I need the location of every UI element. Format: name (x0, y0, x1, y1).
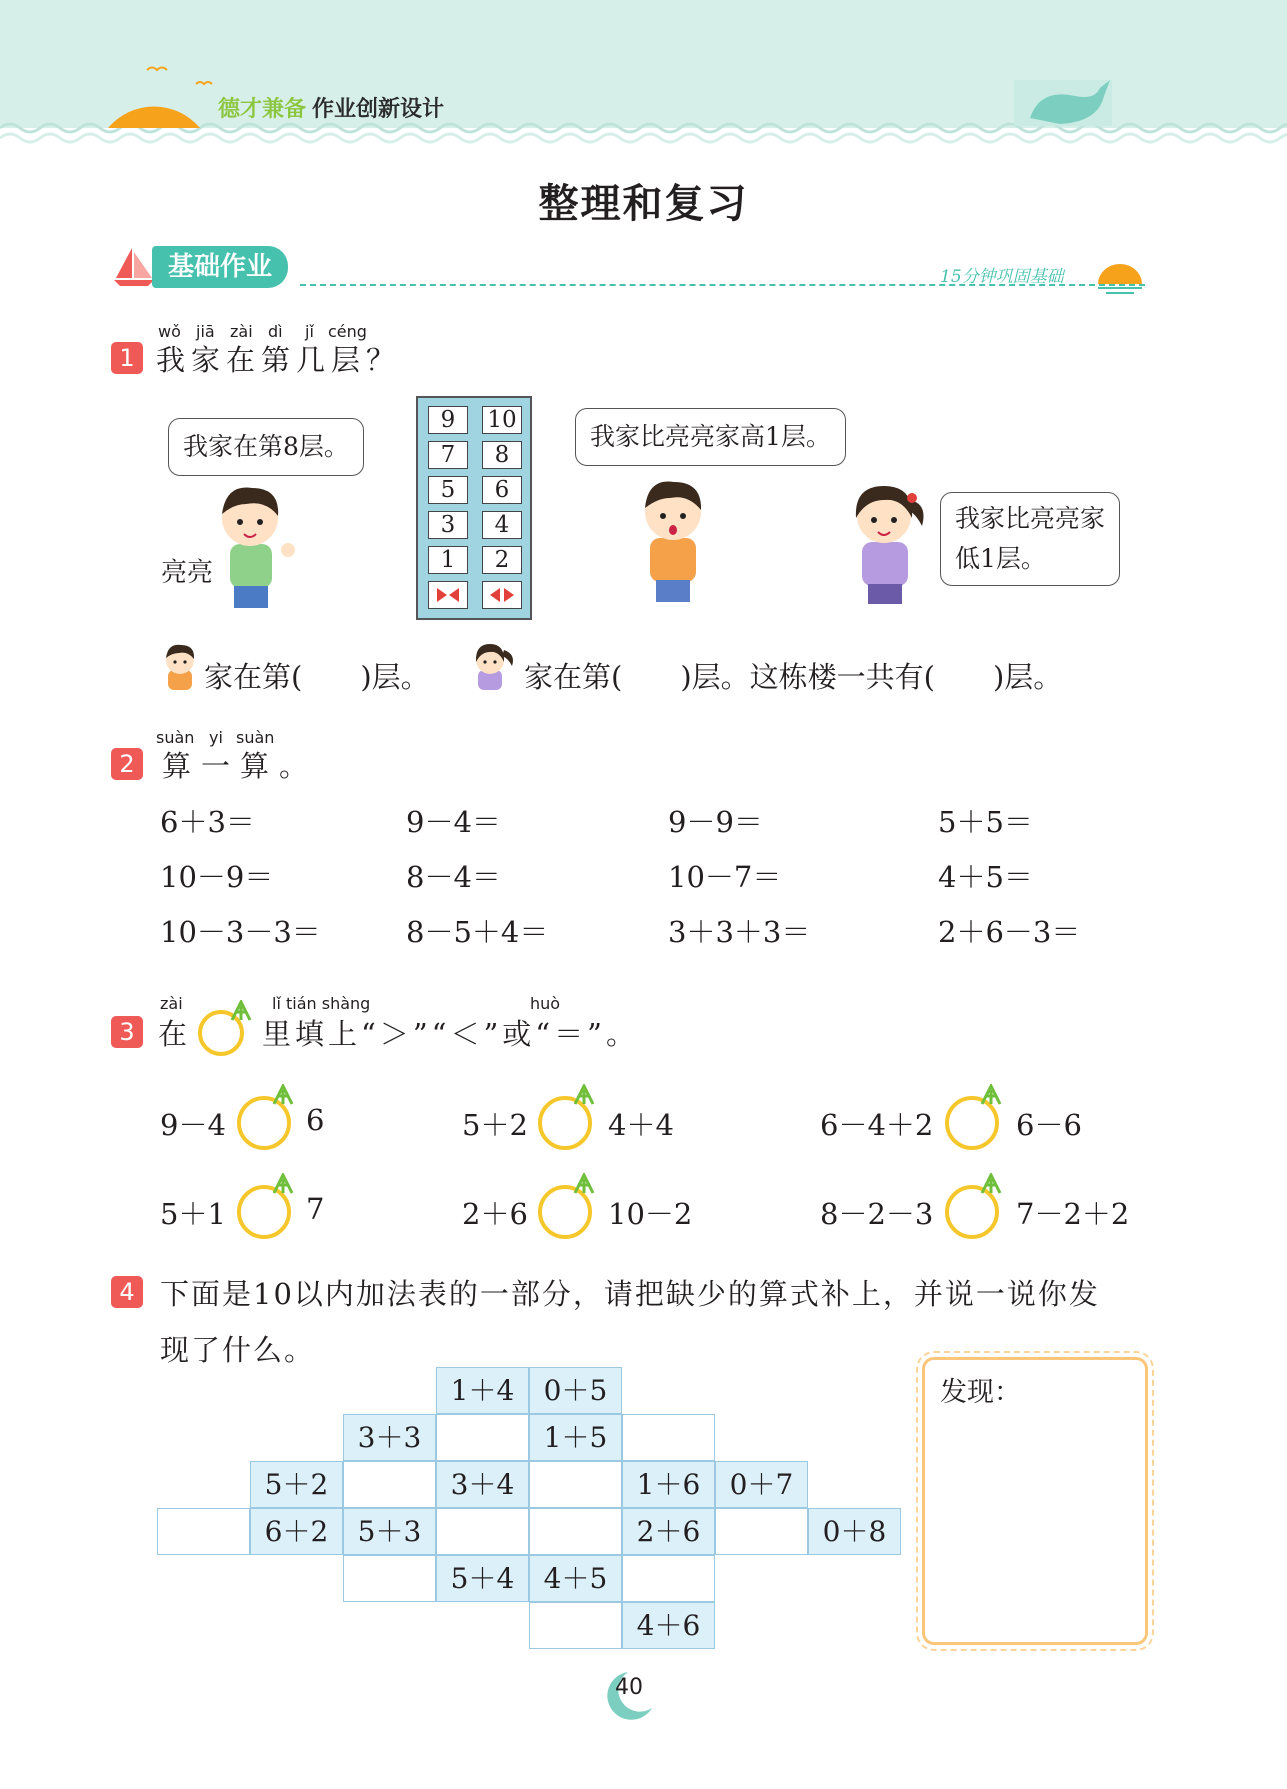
q3-left-1: 9－4 (160, 1108, 226, 1142)
section-note: 15分钟巩固基础 (940, 267, 1064, 287)
q3-number: 3 (111, 1016, 143, 1048)
brand-green: 德才兼备 (218, 97, 307, 122)
elevator-button-5: 5 (428, 476, 468, 504)
page-title: 整理和复习 (538, 181, 749, 227)
liangliang-boy-illustration (200, 478, 300, 612)
q1-number: 1 (111, 342, 143, 374)
q2-expr-2-3: 10－7＝ (668, 860, 782, 894)
section-tag: 基础作业 (152, 246, 288, 288)
brand (218, 92, 444, 123)
elevator-button-10: 10 (482, 406, 522, 434)
q2-expr-1-2: 9－4＝ (406, 805, 501, 839)
q3-right-6: 7－2＋2 (1016, 1197, 1130, 1231)
table-cell: 1＋6 (622, 1461, 715, 1508)
elevator-button-3: 3 (428, 511, 468, 539)
table-cell-blank[interactable] (343, 1461, 436, 1508)
header-banner (0, 0, 1287, 150)
table-cell: 1＋4 (436, 1367, 529, 1414)
elevator-panel (416, 396, 532, 620)
pinyin-suan1: suàn (156, 728, 195, 747)
brand-dark: 作业创新设计 (312, 97, 445, 122)
boy-avatar-icon (158, 640, 202, 692)
pinyin-li-tian-shang: lǐ tián shàng (272, 994, 371, 1013)
q3-title-pre: 在 (158, 1017, 188, 1051)
q1-fill-part2: 家在第( )层。这栋楼一共有( )层。 (524, 660, 1063, 694)
q3-left-4: 5＋1 (160, 1197, 226, 1231)
pinyin-zai: zài (230, 322, 253, 341)
bubble-boy: 我家比亮亮家高1层。 (575, 408, 846, 466)
elevator-button-4: 4 (482, 511, 522, 539)
pinyin-huo: huò (530, 994, 561, 1013)
q4-number: 4 (111, 1276, 143, 1308)
elevator-button-8: 8 (482, 441, 522, 469)
q3-right-3: 6－6 (1016, 1108, 1082, 1142)
q3-title-post: 里填上“＞”“＜”或“＝”。 (262, 1017, 639, 1051)
table-cell-blank[interactable] (436, 1414, 529, 1461)
q2-expr-2-1: 10－9＝ (160, 860, 274, 894)
table-cell: 3＋3 (343, 1414, 436, 1461)
leaf-icon (230, 1000, 252, 1022)
q3-right-4: 7 (306, 1192, 325, 1226)
elevator-button-7: 7 (428, 441, 468, 469)
elevator-open-icon (482, 581, 522, 609)
table-cell: 0＋7 (715, 1461, 808, 1508)
leaf-icon (573, 1173, 595, 1195)
table-cell: 4＋6 (622, 1602, 715, 1649)
table-cell: 5＋2 (250, 1461, 343, 1508)
table-cell: 2＋6 (622, 1508, 715, 1555)
sailboat-icon (112, 244, 156, 288)
pinyin-suan2: suàn (236, 728, 275, 747)
leaf-icon (980, 1084, 1002, 1106)
q4-line1: 下面是10以内加法表的一部分，请把缺少的算式补上，并说一说你发 (160, 1277, 1100, 1311)
leaf-icon (272, 1084, 294, 1106)
q1-title: 我家在第几层？ (156, 343, 402, 377)
q2-expr-3-3: 3＋3＋3＝ (668, 915, 811, 949)
q2-expr-3-2: 8－5＋4＝ (406, 915, 549, 949)
q3-left-3: 6－4＋2 (820, 1108, 934, 1142)
bubble-girl-line2: 低1层。 (955, 544, 1046, 573)
bubble-girl (940, 492, 1120, 586)
table-cell: 1＋5 (529, 1414, 622, 1461)
elevator-button-2: 2 (482, 546, 522, 574)
q3-left-5: 2＋6 (462, 1197, 528, 1231)
page-number: 40 (615, 1675, 643, 1700)
bubble-girl-line1: 我家比亮亮家 (955, 504, 1106, 533)
pinyin-yi: yi (209, 728, 223, 747)
table-cell-blank[interactable] (715, 1508, 808, 1555)
addition-table (157, 1367, 901, 1649)
q1-fill-part1: 家在第( )层。 (204, 660, 430, 694)
q2-expr-2-2: 8－4＝ (406, 860, 501, 894)
orange-boy-illustration (628, 472, 718, 604)
elevator-button-1: 1 (428, 546, 468, 574)
q3-right-5: 10－2 (608, 1197, 693, 1231)
table-cell: 3＋4 (436, 1461, 529, 1508)
table-cell: 6＋2 (250, 1508, 343, 1555)
findings-label: 发现： (940, 1377, 1021, 1408)
table-cell: 5＋3 (343, 1508, 436, 1555)
q2-title: 算一算。 (162, 749, 319, 783)
table-cell: 0＋5 (529, 1367, 622, 1414)
q2-expr-3-1: 10－3－3＝ (160, 915, 321, 949)
table-cell-blank[interactable] (436, 1508, 529, 1555)
table-cell-blank[interactable] (529, 1602, 622, 1649)
table-cell: 5＋4 (436, 1555, 529, 1602)
pinyin-di: dì (268, 322, 283, 341)
table-cell-blank[interactable] (529, 1461, 622, 1508)
pinyin-zai-q3: zài (160, 994, 183, 1013)
table-cell-blank[interactable] (343, 1555, 436, 1602)
girl-avatar-icon (466, 640, 518, 692)
table-cell-blank[interactable] (622, 1414, 715, 1461)
bubble-liangliang: 我家在第8层。 (168, 418, 364, 476)
table-cell: 0＋8 (808, 1508, 901, 1555)
q2-expr-1-1: 6＋3＝ (160, 805, 255, 839)
elevator-button-6: 6 (482, 476, 522, 504)
leaf-icon (272, 1173, 294, 1195)
leaf-icon (980, 1173, 1002, 1195)
q2-expr-1-4: 5＋5＝ (938, 805, 1033, 839)
q3-left-6: 8－2－3 (820, 1197, 934, 1231)
q2-expr-2-4: 4＋5＝ (938, 860, 1033, 894)
pinyin-ceng: céng (328, 322, 367, 341)
table-cell-blank[interactable] (157, 1508, 250, 1555)
q3-left-2: 5＋2 (462, 1108, 528, 1142)
q3-right-2: 4＋4 (608, 1108, 674, 1142)
girl-illustration (836, 478, 936, 606)
q2-expr-3-4: 2＋6－3＝ (938, 915, 1081, 949)
pinyin-ji: jǐ (305, 322, 314, 341)
elevator-button-9: 9 (428, 406, 468, 434)
q2-expr-1-3: 9－9＝ (668, 805, 763, 839)
q2-number: 2 (111, 748, 143, 780)
q3-right-1: 6 (306, 1103, 325, 1137)
table-cell: 4＋5 (529, 1555, 622, 1602)
leaf-icon (573, 1084, 595, 1106)
name-liangliang: 亮亮 (161, 558, 214, 588)
pinyin-wo: wǒ (158, 322, 181, 341)
q4-line2: 现了什么。 (160, 1333, 316, 1367)
table-cell-blank[interactable] (622, 1555, 715, 1602)
elevator-close-icon (428, 581, 468, 609)
sunset-icon (1094, 256, 1146, 296)
pinyin-jia: jiā (196, 322, 215, 341)
table-cell-blank[interactable] (529, 1508, 622, 1555)
